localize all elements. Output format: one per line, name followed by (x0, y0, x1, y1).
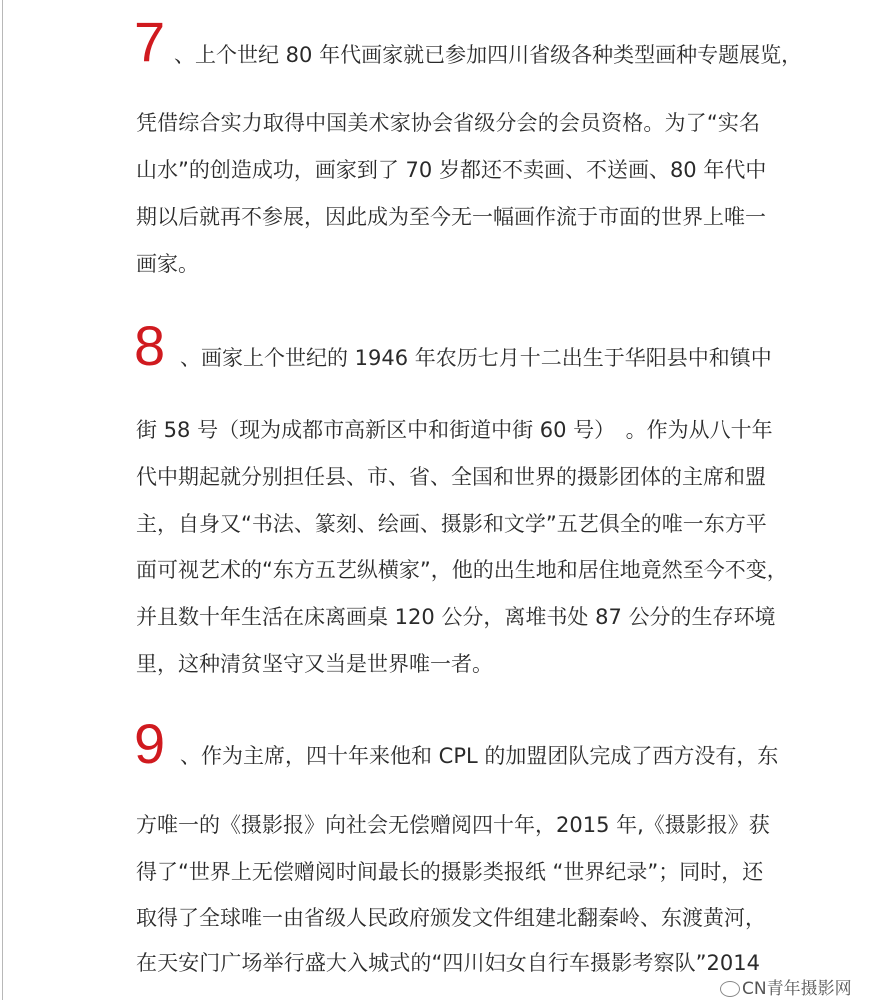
watermark-text: CN青年摄影网 (742, 979, 852, 999)
text-line: 、画家上个世纪的 1946 年农历七月十二出生于华阳县中和镇中 (180, 346, 772, 370)
text-line: 代中期起就分别担任县、市、省、全国和世界的摄影团体的主席和盟 (136, 465, 766, 489)
text-line: 取得了全球唯一由省级人民政府颁发文件组建北翻秦岭、东渡黄河， (136, 906, 766, 930)
section-number-7: 7 (134, 10, 166, 73)
wechat-icon (720, 981, 740, 997)
watermark (720, 978, 852, 1000)
text-line: 在天安门广场举行盛大入城式的“四川妇女自行车摄影考察队”2014 (136, 951, 760, 975)
text-line: 面可视艺术的“东方五艺纵横家”，他的出生地和居住地竟然至今不变， (136, 558, 788, 582)
text-line: 方唯一的《摄影报》向社会无偿赠阅四十年，2015 年,《摄影报》获 (136, 813, 770, 837)
text-line: 山水”的创造成功，画家到了 70 岁都还不卖画、不送画、80 年代中 (136, 158, 767, 182)
text-line: 街 58 号（现为成都市高新区中和街道中街 60 号） 。作为从八十年 (136, 418, 773, 442)
text-line: 、作为主席，四十年来他和 CPL 的加盟团队完成了西方没有，东 (180, 744, 779, 768)
section-number-9: 9 (134, 712, 166, 775)
text-line: 凭借综合实力取得中国美术家协会省级分会的会员资格。为了“实名 (136, 111, 760, 135)
section-number-8: 8 (134, 314, 166, 377)
text-line: 、上个世纪 80 年代画家就已参加四川省级各种类型画种专题展览， (174, 43, 803, 67)
text-line: 得了“世界上无偿赠阅时间最长的摄影类报纸 “世界纪录”；同时，还 (136, 860, 764, 884)
text-line: 期以后就再不参展，因此成为至今无一幅画作流于市面的世界上唯一 (136, 205, 766, 229)
text-line: 画家。 (136, 252, 199, 276)
text-line: 里，这种清贫坚守又当是世界唯一者。 (136, 652, 493, 676)
text-line: 主，自身又“书法、篆刻、绘画、摄影和文学”五艺俱全的唯一东方平 (136, 512, 767, 536)
page-edge-divider (2, 0, 3, 1000)
text-line: 并且数十年生活在床离画桌 120 公分，离堆书处 87 公分的生存环境 (136, 605, 776, 629)
